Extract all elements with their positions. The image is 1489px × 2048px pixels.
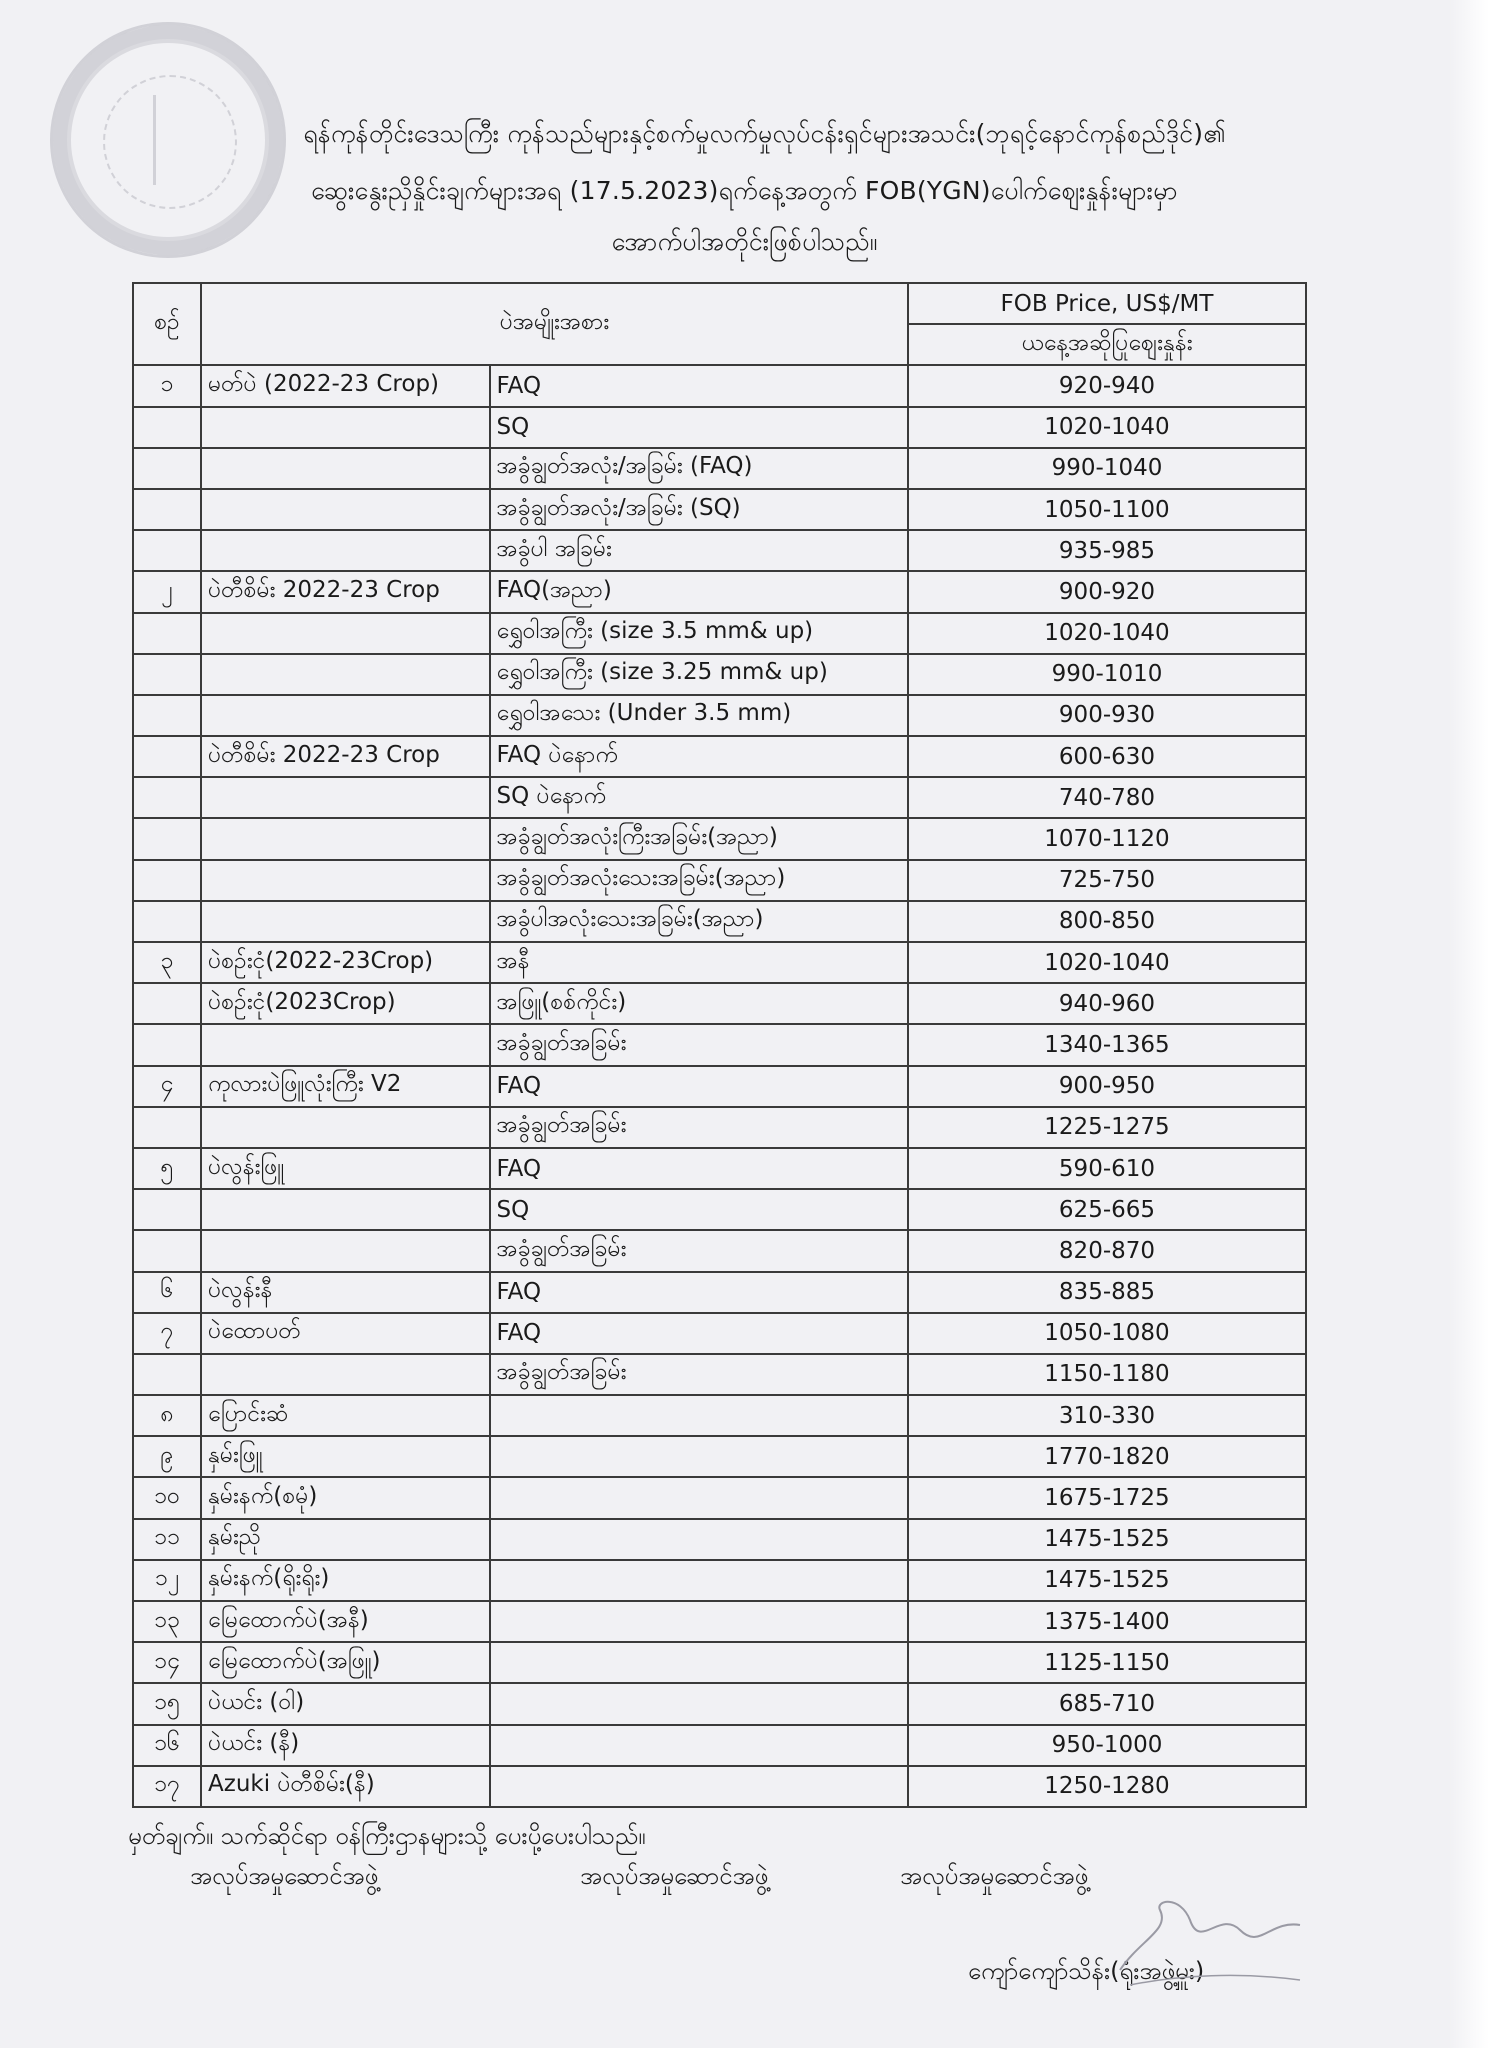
row-number-cell [133,654,201,695]
table-row [133,1477,1306,1518]
row-grade-cell [490,1683,908,1724]
signatory-label-1: အလုပ်အမှုဆောင်အဖွဲ့ [190,1862,379,1890]
row-price-cell: 1050-1100 [908,489,1306,530]
row-grade-cell: FAQ [490,1313,908,1354]
row-category-cell: Azuki ပဲတီစိမ်း(နီ) [201,1766,490,1807]
row-category-cell [201,1354,490,1395]
row-price-cell: 590-610 [908,1148,1306,1189]
row-category-cell: ပဲယင်း (နီ) [201,1725,490,1766]
table-row [133,901,1306,942]
row-grade-cell [490,1560,908,1601]
row-number-cell [133,695,201,736]
row-grade-cell [490,1477,908,1518]
row-price-cell: 1375-1400 [908,1601,1306,1642]
row-category-cell: ကုလားပဲဖြူလုံးကြီး V2 [201,1066,490,1107]
row-grade-cell: အခွံချွတ်အခြမ်း [490,1107,908,1148]
row-price-cell: 835-885 [908,1272,1306,1313]
table-row [133,365,1306,406]
row-price-cell: 935-985 [908,530,1306,571]
row-number-cell [133,901,201,942]
row-number-cell: ၁ [133,365,201,406]
row-number-cell [133,818,201,859]
row-price-cell: 800-850 [908,901,1306,942]
row-category-cell [201,777,490,818]
row-category-cell [201,1024,490,1065]
table-row [133,1519,1306,1560]
row-category-cell: ပဲတီစိမ်း 2022-23 Crop [201,736,490,777]
row-grade-cell: အခွံပါအလုံးသေးအခြမ်း(အညာ) [490,901,908,942]
row-number-cell [133,983,201,1024]
row-grade-cell: အခွံချွတ်အလုံး/အခြမ်း (SQ) [490,489,908,530]
row-price-cell: 1150-1180 [908,1354,1306,1395]
row-price-cell: 1050-1080 [908,1313,1306,1354]
row-number-cell [133,1107,201,1148]
row-grade-cell: ရွှေဝါအသေး (Under 3.5 mm) [490,695,908,736]
row-price-cell: 990-1040 [908,448,1306,489]
row-grade-cell: အနီ [490,942,908,983]
row-category-cell: နှမ်းဖြူ [201,1436,490,1477]
row-number-cell [133,613,201,654]
table-row [133,1766,1306,1807]
row-grade-cell [490,1725,908,1766]
row-grade-cell [490,1395,908,1436]
signatory-label-3: အလုပ်အမှုဆောင်အဖွဲ့ [900,1862,1089,1890]
row-grade-cell: FAQ [490,365,908,406]
row-price-cell: 1675-1725 [908,1477,1306,1518]
table-row [133,942,1306,983]
table-row [133,983,1306,1024]
header-line-2: ဆွေးနွေးညှိနှိုင်းချက်များအရ (17.5.2023)ရက်နေ့အတွက် FOB(YGN)ပေါက်ဈေးနှုန်းများမှာ [311,176,1178,205]
col-price-header: FOB Price, US$/MT [908,283,1306,324]
row-number-cell: ၄ [133,1066,201,1107]
row-grade-cell: အခွံချွတ်အလုံးကြီးအခြမ်း(အညာ) [490,818,908,859]
row-price-cell: 1475-1525 [908,1560,1306,1601]
row-category-cell: မတ်ပဲ (2022-23 Crop) [201,365,490,406]
row-number-cell: ၁၇ [133,1766,201,1807]
row-price-cell: 625-665 [908,1189,1306,1230]
row-number-cell: ၆ [133,1272,201,1313]
row-price-cell: 900-950 [908,1066,1306,1107]
row-price-cell: 685-710 [908,1683,1306,1724]
row-grade-cell [490,1436,908,1477]
row-category-cell [201,818,490,859]
table-row [133,777,1306,818]
table-row [133,489,1306,530]
table-row [133,1107,1306,1148]
row-grade-cell [490,1642,908,1683]
header-line-1: ရန်ကုန်တိုင်းဒေသကြီး ကုန်သည်များနှင့်စက်မှုလက်မှုလုပ်ငန်းရှင်များအသင်း(ဘုရင့်နောင်ကုန်စည်ဒိုင်)၏ [303,119,1226,148]
row-price-cell: 1020-1040 [908,942,1306,983]
row-price-cell: 1070-1120 [908,818,1306,859]
row-number-cell: ၁၂ [133,1560,201,1601]
table-row [133,1436,1306,1477]
row-grade-cell: အခွံချွတ်အခြမ်း [490,1354,908,1395]
row-category-cell [201,654,490,695]
row-grade-cell: အခွံပါ အခြမ်း [490,530,908,571]
row-price-cell: 900-930 [908,695,1306,736]
table-row [133,571,1306,612]
row-price-cell: 1250-1280 [908,1766,1306,1807]
row-number-cell [133,860,201,901]
row-number-cell [133,1024,201,1065]
row-grade-cell: SQ [490,1189,908,1230]
row-category-cell [201,448,490,489]
signature-scribble-icon [1100,1880,1320,2000]
row-number-cell [133,489,201,530]
row-grade-cell: အဖြူ(စစ်ကိုင်း) [490,983,908,1024]
row-price-cell: 820-870 [908,1230,1306,1271]
row-number-cell: ၉ [133,1436,201,1477]
page-edge [1449,0,1489,2048]
row-number-cell: ၇ [133,1313,201,1354]
table-row [133,654,1306,695]
row-category-cell: ပဲလွန်းနီ [201,1272,490,1313]
table-row [133,1642,1306,1683]
row-price-cell: 1020-1040 [908,407,1306,448]
row-number-cell: ၂ [133,571,201,612]
row-number-cell: ၁၀ [133,1477,201,1518]
row-number-cell [133,448,201,489]
table-row [133,1395,1306,1436]
row-number-cell [133,530,201,571]
table-row [133,407,1306,448]
row-price-cell: 1225-1275 [908,1107,1306,1148]
row-grade-cell: အခွံချွတ်အလုံး/အခြမ်း (FAQ) [490,448,908,489]
row-category-cell: ပြောင်းဆံ [201,1395,490,1436]
table-row [133,818,1306,859]
header-line-3: အောက်ပါအတိုင်းဖြစ်ပါသည်။ [611,227,878,256]
row-grade-cell: ရွှေဝါအကြီး (size 3.25 mm& up) [490,654,908,695]
row-price-cell: 1340-1365 [908,1024,1306,1065]
row-category-cell [201,1189,490,1230]
row-price-cell: 1020-1040 [908,613,1306,654]
row-category-cell [201,613,490,654]
row-grade-cell: အခွံချွတ်အခြမ်း [490,1024,908,1065]
row-number-cell: ၁၄ [133,1642,201,1683]
row-grade-cell: FAQ [490,1066,908,1107]
table-row [133,1189,1306,1230]
table-row [133,1354,1306,1395]
row-category-cell: မြေထောက်ပဲ(အနီ) [201,1601,490,1642]
row-number-cell [133,1189,201,1230]
row-category-cell [201,1230,490,1271]
row-category-cell: ပဲစဉ်းငုံ(2023Crop) [201,983,490,1024]
row-grade-cell: FAQ ပဲနောက် [490,736,908,777]
row-category-cell: ပဲထောပတ် [201,1313,490,1354]
table-row [133,1560,1306,1601]
row-category-cell [201,860,490,901]
row-category-cell: နှမ်းနက်(ရိုးရိုး) [201,1560,490,1601]
row-category-cell [201,530,490,571]
table-row [133,1725,1306,1766]
row-number-cell: ၁၃ [133,1601,201,1642]
row-price-cell: 920-940 [908,365,1306,406]
row-price-cell: 725-750 [908,860,1306,901]
row-number-cell [133,1230,201,1271]
row-number-cell [133,1354,201,1395]
row-category-cell [201,489,490,530]
row-price-cell: 1125-1150 [908,1642,1306,1683]
row-grade-cell: ရွှေဝါအကြီး (size 3.5 mm& up) [490,613,908,654]
table-row [133,1601,1306,1642]
row-grade-cell: FAQ(အညာ) [490,571,908,612]
row-price-cell: 1475-1525 [908,1519,1306,1560]
row-price-cell: 990-1010 [908,654,1306,695]
table-row [133,530,1306,571]
col-no-header: စဉ် [133,283,201,365]
row-price-cell: 600-630 [908,736,1306,777]
table-row [133,1272,1306,1313]
table-row [133,1313,1306,1354]
row-category-cell [201,407,490,448]
row-grade-cell: FAQ [490,1272,908,1313]
price-table [132,282,1307,1808]
row-category-cell: ပဲစဉ်းငုံ(2022-23Crop) [201,942,490,983]
row-grade-cell [490,1766,908,1807]
row-price-cell: 940-960 [908,983,1306,1024]
col-type-header: ပဲအမျိုးအစား [201,283,908,365]
row-grade-cell: အခွံချွတ်အလုံးသေးအခြမ်း(အညာ) [490,860,908,901]
row-number-cell [133,777,201,818]
signatory-label-2: အလုပ်အမှုဆောင်အဖွဲ့ [580,1862,769,1890]
row-number-cell: ၈ [133,1395,201,1436]
row-category-cell: ပဲယင်း (ဝါ) [201,1683,490,1724]
table-row [133,736,1306,777]
row-category-cell: မြေထောက်ပဲ(အဖြူ) [201,1642,490,1683]
row-price-cell: 740-780 [908,777,1306,818]
row-category-cell: ပဲတီစိမ်း 2022-23 Crop [201,571,490,612]
table-row [133,448,1306,489]
table-row [133,860,1306,901]
row-number-cell: ၁၁ [133,1519,201,1560]
row-grade-cell: SQ [490,407,908,448]
row-number-cell: ၅ [133,1148,201,1189]
table-row [133,1066,1306,1107]
row-price-cell: 1770-1820 [908,1436,1306,1477]
col-price-subheader: ယနေ့အဆိုပြုဈေးနှုန်း [908,324,1306,365]
row-grade-cell: အခွံချွတ်အခြမ်း [490,1230,908,1271]
row-grade-cell [490,1519,908,1560]
row-grade-cell: FAQ [490,1148,908,1189]
row-category-cell: နှမ်းနက်(စမုံ) [201,1477,490,1518]
row-number-cell: ၃ [133,942,201,983]
row-number-cell: ၁၅ [133,1683,201,1724]
row-number-cell [133,407,201,448]
row-category-cell: နှမ်းညို [201,1519,490,1560]
table-row [133,1230,1306,1271]
row-number-cell: ၁၆ [133,1725,201,1766]
row-category-cell [201,901,490,942]
row-price-cell: 950-1000 [908,1725,1306,1766]
row-price-cell: 310-330 [908,1395,1306,1436]
table-row [133,695,1306,736]
table-row [133,1148,1306,1189]
table-row [133,1024,1306,1065]
row-category-cell: ပဲလွန်းဖြူ [201,1148,490,1189]
signer-name: ကျော်ကျော်သိန်း(ရုံးအဖွဲ့မှူး) [968,1957,1205,1985]
row-category-cell [201,1107,490,1148]
row-price-cell: 900-920 [908,571,1306,612]
row-number-cell [133,736,201,777]
row-category-cell [201,695,490,736]
table-row [133,1683,1306,1724]
row-grade-cell: SQ ပဲနောက် [490,777,908,818]
footer-note: မှတ်ချက်။ သက်ဆိုင်ရာ ဝန်ကြီးဌာနများသို့ ပေးပို့ပေးပါသည်။ [128,1822,646,1850]
row-grade-cell [490,1601,908,1642]
table-row [133,613,1306,654]
table-header-row [133,283,1306,324]
